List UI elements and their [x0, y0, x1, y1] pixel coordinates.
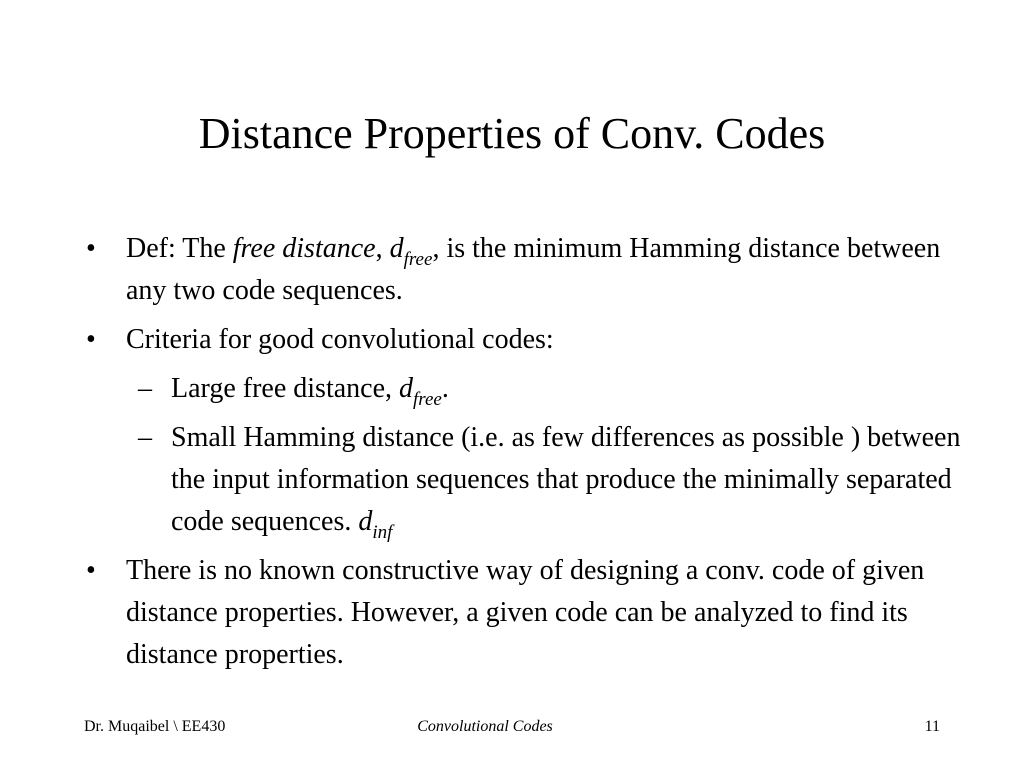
- bullet-marker: •: [86, 233, 96, 264]
- bullet-definition: [84, 228, 964, 312]
- no-known-way-text: There is no known constructive way of designing a conv. code of given distance properties. However, a given code can be analyzed to find its distance properties.: [126, 555, 925, 670]
- bullet-no-known-way: [84, 550, 964, 676]
- footer-course-topic: Convolutional Codes: [417, 718, 553, 735]
- subbullet-large-free-distance: [84, 368, 964, 410]
- small-distance-text: Small Hamming distance (i.e. as few differences as possible ) between the input information sequences that produce the minimally separated code sequences.: [171, 422, 961, 537]
- criteria-text: Criteria for good convolutional codes:: [126, 324, 554, 355]
- definition-text: , is the minimum Hamming distance between any two code sequences.: [126, 233, 941, 306]
- definition-prefix: Def: The: [126, 233, 233, 264]
- dfree-subscript: free: [403, 249, 433, 270]
- large-distance-text: Large free distance,: [171, 373, 400, 404]
- dash-marker: –: [138, 373, 152, 404]
- dinf-symbol: d: [358, 506, 373, 537]
- bullet-criteria: [84, 319, 964, 361]
- footer-author: Dr. Muqaibel \ EE430: [84, 718, 226, 735]
- dfree-subscript: free: [413, 389, 442, 410]
- dfree-symbol: d: [389, 233, 404, 264]
- bullet-marker: •: [86, 555, 96, 586]
- footer-page-number: 11: [924, 718, 940, 735]
- slide-body: [84, 228, 964, 683]
- definition-comma: ,: [375, 233, 390, 264]
- dash-marker: –: [138, 422, 152, 453]
- definition-term: free distance: [232, 233, 376, 264]
- bullet-marker: •: [86, 324, 96, 355]
- dfree-symbol: d: [399, 373, 414, 404]
- slide-title: Distance Properties of Conv. Codes: [198, 109, 826, 158]
- large-distance-period: .: [441, 373, 449, 404]
- dinf-subscript: inf: [372, 522, 393, 543]
- subbullet-small-hamming-distance: [84, 417, 964, 543]
